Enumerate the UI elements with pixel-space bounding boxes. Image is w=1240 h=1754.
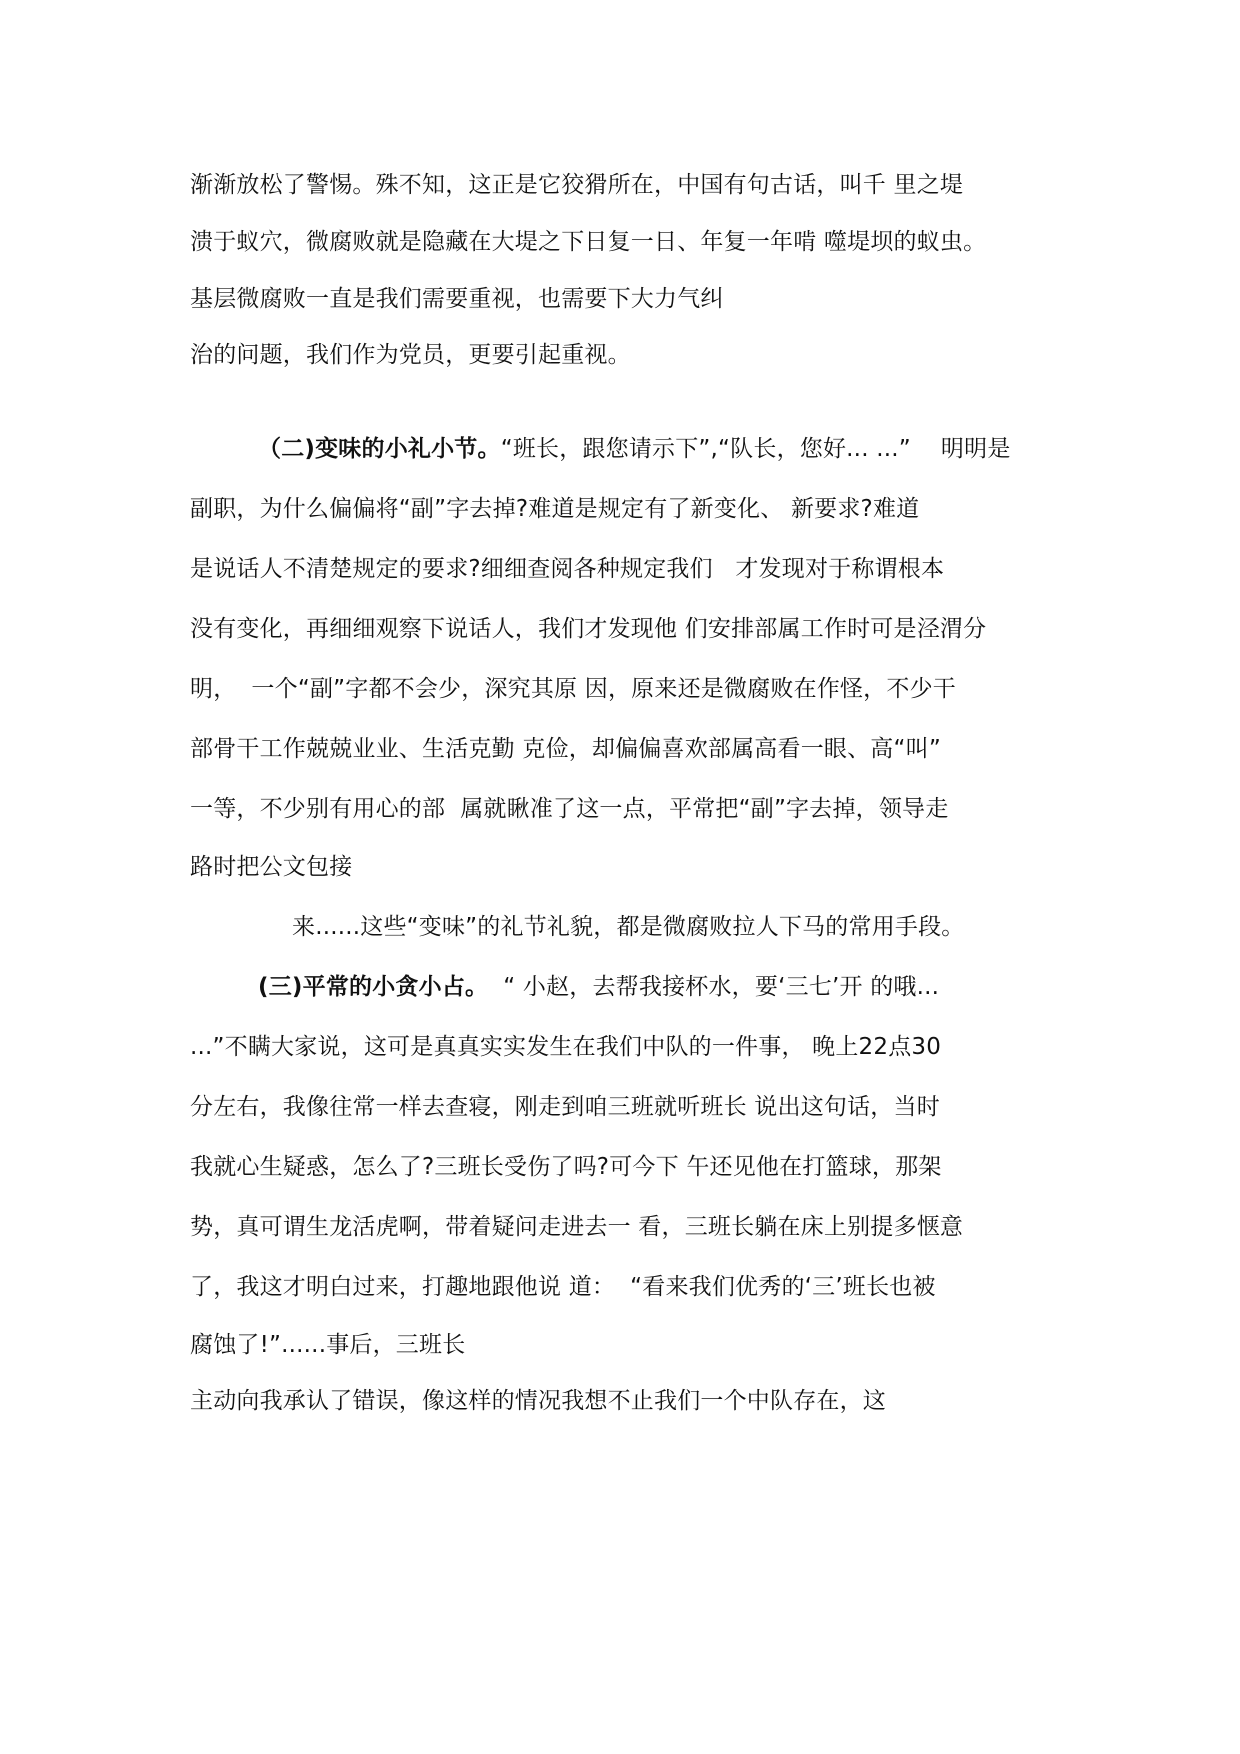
text-line-13 <box>292 912 965 942</box>
line-text: 了，我这才明白过来，打趣地跟他说 道： “看来我们优秀的‘三’班长也被 <box>190 1274 936 1300</box>
line-text: 主动向我承认了错误，像这样的情况我想不止我们一个中队存在，这 <box>190 1388 886 1414</box>
line-text: “班长，跟您请示下”,“队长，您好... ...” 明明是 <box>500 436 1011 462</box>
line-text: 路时把公文包接 <box>190 854 353 880</box>
text-line-15 <box>190 1032 941 1062</box>
text-line-6 <box>190 494 919 524</box>
text-line-20 <box>190 1330 465 1360</box>
text-line-16 <box>190 1092 940 1122</box>
line-text: 没有变化，再细细观察下说话人，我们才发现他 们安排部属工作时可是泾渭分 <box>190 616 987 642</box>
text-line-19 <box>190 1272 936 1302</box>
line-text: 一等，不少别有用心的部 属就瞅准了这一点，平常把“副”字去掉，领导走 <box>190 796 949 822</box>
section-heading-3: (三)平常的小贪小占。 <box>258 974 489 1000</box>
line-text: 势，真可谓生龙活虎啊，带着疑问走进去一 看，三班长躺在床上别提多惬意 <box>190 1214 964 1240</box>
text-line-7 <box>190 554 944 584</box>
text-line-17 <box>190 1152 942 1182</box>
line-text: 副职，为什么偏偏将“副”字去掉?难道是规定有了新变化、 新要求?难道 <box>190 496 920 522</box>
line-text: 明， 一个“副”字都不会少，深究其原 因，原来还是微腐败在作怪，不少干 <box>190 676 956 702</box>
text-line-9 <box>190 674 956 704</box>
text-line-1 <box>190 170 963 200</box>
text-line-14 <box>258 972 939 1002</box>
line-text: 渐渐放松了警惕。殊不知，这正是它狡猾所在，中国有句古话，叫千 里之堤 <box>190 172 964 198</box>
section-heading-2: （二)变味的小礼小节。 <box>258 436 501 462</box>
line-text: 分左右，我像往常一样去查寝，刚走到咱三班就听班长 说出这句话，当时 <box>190 1094 940 1120</box>
line-text: 我就心生疑惑，怎么了?三班长受伤了吗?可今下 午还见他在打篮球，那架 <box>190 1154 942 1180</box>
line-text: 是说话人不清楚规定的要求?细细查阅各种规定我们 才发现对于称谓根本 <box>190 556 945 582</box>
text-line-12 <box>190 852 352 882</box>
line-text: 基层微腐败一直是我们需要重视，也需要下大力气纠 <box>190 286 724 312</box>
text-line-18 <box>190 1212 963 1242</box>
text-line-2 <box>190 227 986 257</box>
text-line-5 <box>258 434 1011 464</box>
line-text: 部骨干工作兢兢业业、生活克勤 克俭，却偏偏喜欢部属高看一眼、高“叫” <box>190 736 941 762</box>
text-line-11 <box>190 794 948 824</box>
line-text: 溃于蚁穴，微腐败就是隐藏在大堤之下日复一日、年复一年啃 噬堤坝的蚁虫。 <box>190 229 987 255</box>
line-text: ...”不瞒大家说，这可是真真实实发生在我们中队的一件事， 晚上22点30 <box>190 1034 942 1060</box>
line-text: 治的问题，我们作为党员，更要引起重视。 <box>190 342 631 368</box>
line-text: 来......这些“变味”的礼节礼貌，都是微腐败拉人下马的常用手段。 <box>292 914 965 940</box>
text-line-4 <box>190 340 631 370</box>
text-line-3 <box>190 284 724 314</box>
line-text: 腐蚀了!”......事后，三班长 <box>190 1332 466 1358</box>
line-text: “ 小赵，去帮我接杯水，要‘三七’开 的哦... <box>488 974 940 1000</box>
text-line-8 <box>190 614 986 644</box>
text-line-21 <box>190 1386 886 1416</box>
text-line-10 <box>190 734 941 764</box>
